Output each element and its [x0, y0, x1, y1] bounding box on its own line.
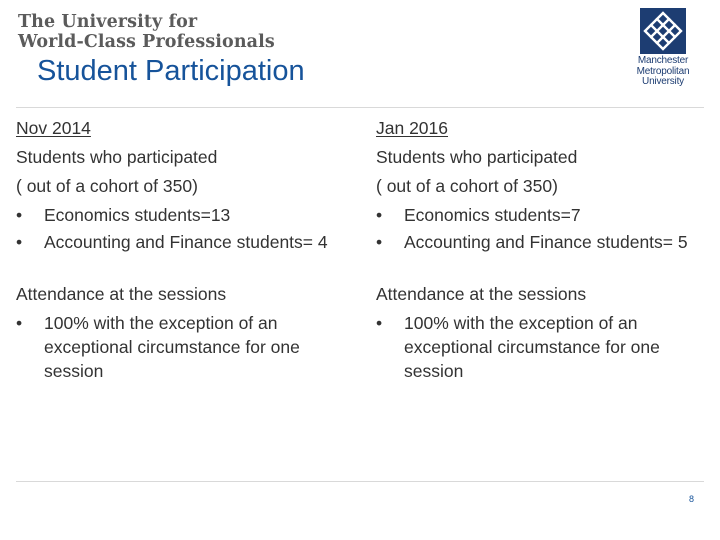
bullet-icon: •: [376, 232, 383, 252]
knot-logo-icon: [640, 8, 686, 54]
university-logo: [628, 8, 698, 92]
university-tagline: [18, 12, 275, 52]
tagline-line-1: The University for: [18, 12, 198, 32]
bullet-text: Economics students=7: [404, 205, 581, 225]
bullet-icon: •: [16, 205, 23, 225]
participation-list: [376, 203, 706, 254]
list-item: [16, 230, 346, 254]
logo-line-1: Manchester: [637, 55, 689, 66]
list-item: [376, 311, 706, 383]
attendance-list: [16, 311, 346, 383]
list-item: [376, 203, 706, 227]
attendance-heading: Attendance at the sessions: [376, 284, 587, 304]
cohort-note: ( out of a cohort of 350): [376, 176, 558, 196]
column-jan-2016: [376, 114, 706, 383]
bullet-icon: •: [376, 313, 383, 333]
participated-heading: Students who participated: [376, 147, 578, 167]
logo-line-2: Metropolitan: [636, 65, 690, 77]
list-item: [16, 203, 346, 227]
bullet-icon: •: [376, 205, 383, 225]
header-divider: [16, 107, 704, 108]
bullet-text: 100% with the exception of an exceptional circumstance for one session: [44, 313, 300, 381]
bullet-text: 100% with the exception of an exceptional circumstance for one session: [404, 313, 660, 381]
column-date: Nov 2014: [16, 118, 91, 138]
column-nov-2014: [16, 114, 346, 383]
participation-list: [16, 203, 346, 254]
bullet-icon: •: [16, 313, 23, 333]
slide-title: Student Participation: [37, 55, 305, 87]
footer-divider: [16, 481, 704, 482]
list-item: [376, 230, 706, 254]
bullet-icon: •: [16, 232, 23, 252]
column-date: Jan 2016: [376, 118, 449, 138]
bullet-text: Accounting and Finance students= 5: [404, 232, 688, 252]
logo-line-3: University: [642, 76, 684, 87]
cohort-note: ( out of a cohort of 350): [16, 176, 198, 196]
page-number: 8: [688, 494, 694, 504]
attendance-heading: Attendance at the sessions: [16, 284, 227, 304]
bullet-text: Accounting and Finance students= 4: [44, 232, 328, 252]
list-item: [16, 311, 346, 383]
section-gap: [376, 254, 706, 280]
logo-wordmark: [628, 56, 698, 88]
attendance-list: [376, 311, 706, 383]
participated-heading: Students who participated: [16, 147, 218, 167]
section-gap: [16, 254, 346, 280]
tagline-line-2: World-Class Professionals: [18, 32, 275, 52]
bullet-text: Economics students=13: [44, 205, 231, 225]
